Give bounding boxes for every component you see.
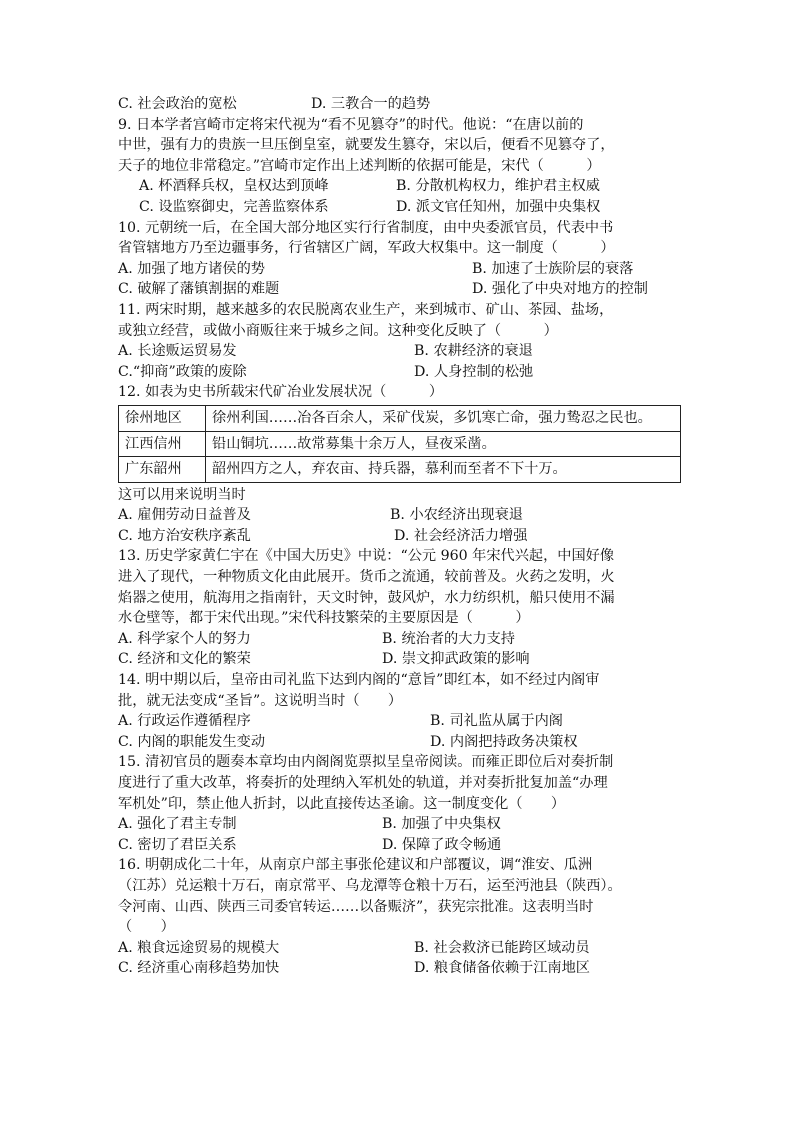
table-row <box>119 457 681 483</box>
table-row <box>119 405 681 431</box>
q15-stem-line-2: 度进行了重大改革，将奏折的处理纳入军机处的轨道，并对奏折批复加盖“办理 <box>118 775 608 791</box>
q16-option-d: D. 粮食储备依赖于江南地区 <box>414 960 590 977</box>
q9-options-ab <box>118 176 684 197</box>
q11-option-b: B. 农耕经济的衰退 <box>414 343 533 360</box>
q16-stem-line-4: （ ） <box>118 919 175 936</box>
q15-option-c: C. 密切了君臣关系 <box>118 836 237 853</box>
q8-options-cd <box>118 94 684 115</box>
q12-after-table: 这可以用来说明当时 <box>118 486 246 503</box>
q10-stem-line-2: 省管辖地方乃至边疆事务，行省辖区广阔，军政大权集中。这一制度（ ） <box>118 240 615 257</box>
q9-option-b: B. 分散机构权力，维护君主权威 <box>396 178 600 195</box>
q15-options-cd <box>118 835 684 856</box>
table-cell-region: 徐州地区 <box>119 405 206 431</box>
q10-stem-line-1: 10. 元朝统一后，在全国大部分地区实行行省制度，由中央委派官员，代表中书 <box>118 219 614 236</box>
q15-stem-line-3: 军机处”印，禁止他人折封，以此直接传达圣谕。这一制度变化（ ） <box>118 795 566 812</box>
q13-options-ab <box>118 629 684 650</box>
q10-option-a: A. 加强了地方诸侯的势 <box>118 260 265 277</box>
table-row <box>119 431 681 457</box>
table-cell-text: 铅山铜坑……故常募集十余万人，昼夜采凿。 <box>206 431 681 457</box>
q10-options-cd <box>118 279 684 300</box>
q9-option-d: D. 派文官任知州，加强中央集权 <box>396 198 601 215</box>
q16-options-ab <box>118 938 684 959</box>
q10-option-c: C. 破解了藩镇割据的难题 <box>118 281 280 298</box>
q15-option-b: B. 加强了中央集权 <box>382 816 501 833</box>
q16-option-c: C. 经济重心南移趋势加快 <box>118 960 280 977</box>
q13-options-cd <box>118 649 684 670</box>
table-cell-text: 韶州四方之人，弃农亩、持兵器，慕利而至者不下十万。 <box>206 457 681 483</box>
q16-option-a: A. 粮食远途贸易的规模大 <box>118 939 280 956</box>
q8-option-d: D. 三教合一的趋势 <box>311 96 431 112</box>
q13-option-b: B. 统治者的大力支持 <box>382 630 515 647</box>
q8-option-c: C. 社会政治的宽松 <box>118 96 237 112</box>
q15-stem-line-1: 15. 清初官员的题奏本章均由内阁阁览票拟呈皇帝阅读。而雍正即位后对奏折制 <box>118 754 614 771</box>
q13-option-a: A. 科学家个人的努力 <box>118 630 251 647</box>
q13-stem-line-4: 水仓壁等，都于宋代出现。”宋代科技繁荣的主要原因是（ ） <box>118 610 530 627</box>
table-cell-text: 徐州利国……冶各百余人，采矿伐炭，多饥寒亡命，强力鸷忍之民也。 <box>206 405 681 431</box>
q13-option-c: C. 经济和文化的繁荣 <box>118 651 251 668</box>
q9-stem-line-2: 中世，强有力的贵族一旦压倒皇室，就要发生篡夺，宋以后，便看不见篡夺了， <box>118 137 615 154</box>
q12-option-b: B. 小农经济出现衰退 <box>390 507 523 524</box>
q14-option-d: D. 内阁把持政务决策权 <box>430 733 578 750</box>
q12-source-table <box>118 405 681 483</box>
q10-option-d: D. 强化了中央对地方的控制 <box>472 281 648 298</box>
q11-options-cd <box>118 362 684 383</box>
q12-stem: 12. 如表为史书所载宋代矿冶业发展状况（ ） <box>118 384 444 401</box>
q9-option-a: A. 杯酒释兵权，皇权达到顶峰 <box>139 178 329 195</box>
q11-option-a: A. 长途贩运贸易发 <box>118 343 237 360</box>
q14-options-ab <box>118 711 684 732</box>
q13-stem-line-3: 焰器之使用，航海用之指南针，天文时钟，鼓风炉，水力纺织机，船只使用不漏 <box>118 589 615 606</box>
q12-option-c: C. 地方治安秩序紊乱 <box>118 527 251 544</box>
q14-option-b: B. 司礼监从属于内阁 <box>430 713 563 730</box>
q13-stem-line-2: 进入了现代，一种物质文化由此展开。货币之流通，较前普及。火药之发明，火 <box>118 569 615 586</box>
q14-stem-line-2: 批，就无法变成“圣旨”。这说明当时（ ） <box>118 692 403 709</box>
q11-stem-line-2: 或独立经营，或做小商贩往来于城乡之间。这种变化反映了（ ） <box>118 322 558 339</box>
q12-options-cd <box>118 526 684 547</box>
q14-option-a: A. 行政运作遵循程序 <box>118 713 251 730</box>
q14-options-cd <box>118 732 684 753</box>
q15-options-ab <box>118 814 684 835</box>
q16-stem-line-2: （江苏）兑运粮十万石，南京常平、乌龙潭等仓粮十万石，运至沔池县（陕西）。 <box>118 877 622 894</box>
q10-option-b: B. 加速了士族阶层的衰落 <box>472 260 634 277</box>
q9-options-cd <box>118 197 684 218</box>
q12-option-d: D. 社会经济活力增强 <box>394 527 528 544</box>
table-cell-region: 广东韶州 <box>119 457 206 483</box>
table-cell-region: 江西信州 <box>119 431 206 457</box>
exam-page <box>118 94 684 979</box>
q13-stem-line-1: 13. 历史学家黄仁宇在《中国大历史》中说：“公元 960 年宋代兴起，中国好像 <box>118 548 615 565</box>
q12-options-ab <box>118 505 684 526</box>
q16-stem-line-3: 令河南、山西、陕西三司委官转运……以备赈济”，获宪宗批准。这表明当时 <box>118 898 594 915</box>
q15-option-a: A. 强化了君主专制 <box>118 816 237 833</box>
q11-stem-line-1: 11. 两宋时期，越来越多的农民脱离农业生产，来到城市、矿山、茶园、盐场， <box>118 301 614 318</box>
q11-option-c: C.“抑商”政策的废除 <box>118 363 247 380</box>
q14-option-c: C. 内阁的职能发生变动 <box>118 733 266 750</box>
q10-options-ab <box>118 259 684 280</box>
q9-stem-line-3: 天子的地位非常稳定。”宫崎市定作出上述判断的依据可能是，宋代（ ） <box>118 157 601 174</box>
q11-options-ab <box>118 341 684 362</box>
q9-option-c: C. 设监察御史，完善监察体系 <box>139 198 329 215</box>
q14-stem-line-1: 14. 明中期以后，皇帝由司礼监下达到内阁的“意旨”即红本，如不经过内阁审 <box>118 672 600 689</box>
q16-option-b: B. 社会救济已能跨区域动员 <box>414 939 590 956</box>
q16-stem-line-1: 16. 明朝成化二十年，从南京户部主事张伦建议和户部覆议，调“淮安、瓜洲 <box>118 857 593 874</box>
q15-option-d: D. 保障了政令畅通 <box>382 836 502 853</box>
q9-stem-line-1: 9. 日本学者宫崎市定将宋代视为“看不见篡夺”的时代。他说：“在唐以前的 <box>118 116 584 133</box>
q13-option-d: D. 崇文抑武政策的影响 <box>382 651 530 668</box>
q11-option-d: D. 人身控制的松弛 <box>414 363 534 380</box>
q12-option-a: A. 雇佣劳动日益普及 <box>118 507 251 524</box>
q16-options-cd <box>118 958 684 979</box>
